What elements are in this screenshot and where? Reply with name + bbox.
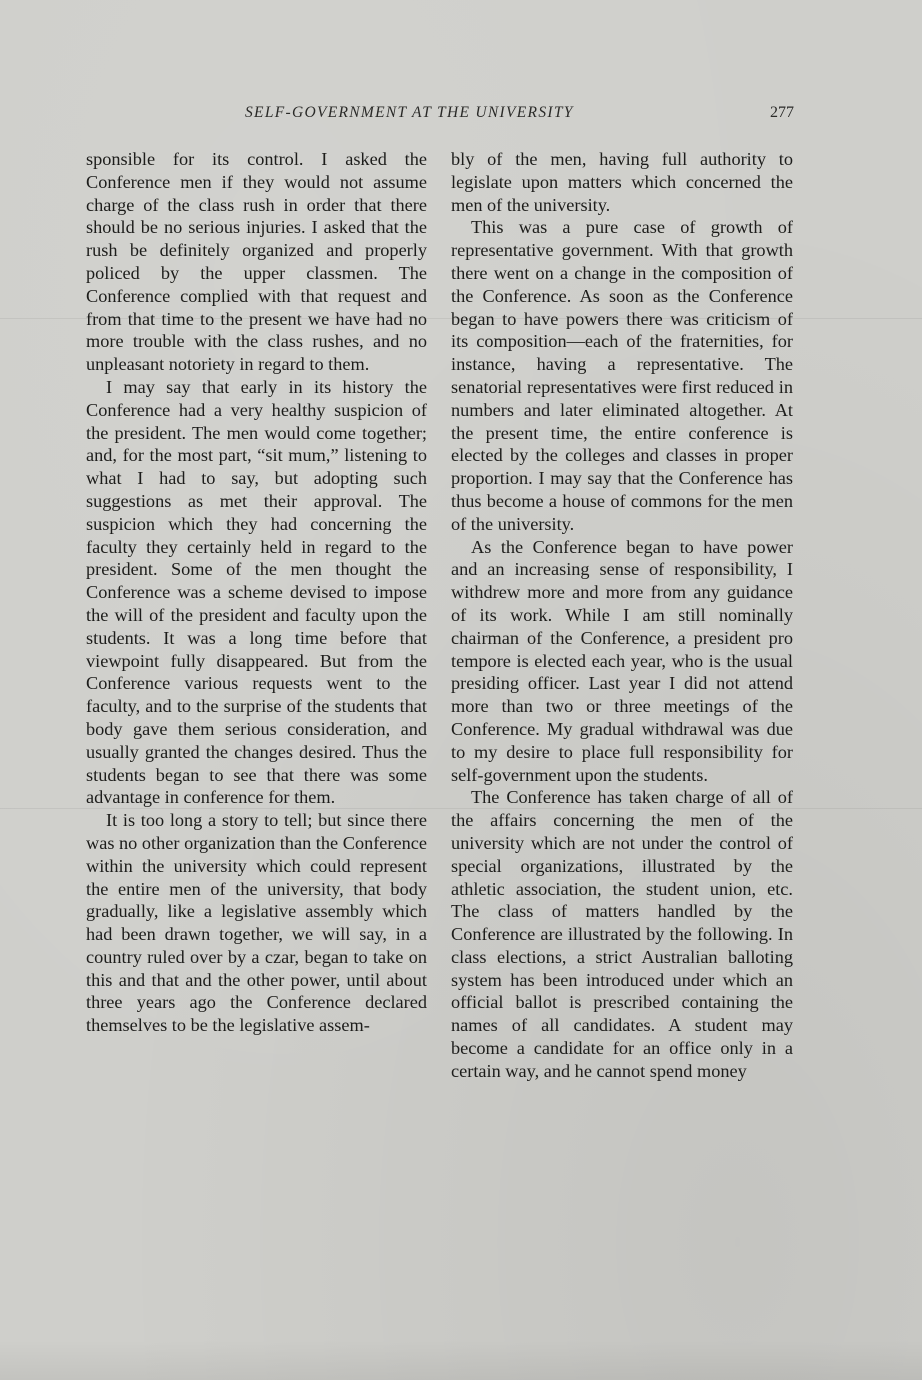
page-bottom-shadow [0, 1340, 922, 1380]
left-column [86, 148, 427, 1037]
paragraph: bly of the men, having full authority to legislate upon matters which concerned the men of the university. [451, 149, 793, 215]
paragraph: This was a pure case of growth of representative government. With that growth there went on a change in the composition of the Conference. As soon as the Conference began to have powers there was criticism of its composition—each of the fraternities, for instance, having a representative. The senatorial representatives were first reduced in numbers and later eliminated altogether. At the present time, the entire conference is elected by the colleges and classes in proper proportion. I may say that the Conference has thus become a house of commons for the men of the university. [451, 217, 793, 534]
paragraph: sponsible for its control. I asked the Conference men if they would not assume charge of the class rush in order that there should be no serious injuries. I asked that the rush be definitely organized and properly policed by the upper classmen. The Conference complied with that request and from that time to the present we have had no more trouble with the class rushes, and no unpleasant notoriety in regard to them. [86, 149, 427, 375]
paragraph: The Conference has taken charge of all of the affairs concerning the men of the university which are not under the control of special organizations, illustrated by the athletic association, the student union, etc. The class of matters handled by the Conference are illustrated by the following. In class elections, a strict Australian balloting system has been introduced under which an official ballot is prescribed containing the names of all candidates. A student may become a candidate for an office only in a certain way, and he cannot spend money [451, 787, 793, 1081]
running-head: SELF-GOVERNMENT AT THE UNIVERSITY [245, 104, 574, 121]
paragraph: I may say that early in its history the Conference had a very healthy suspicion of the president. The men would come together; and, for the most part, “sit mum,” listening to what I had to say, but adopting such suggestions as met their approval. The suspicion which they had concerning the faculty they certainly held in regard to the president. Some of the men thought the Conference was a scheme devised to impose the will of the president and faculty upon the students. It was a long time before that viewpoint fully disappeared. But from the Conference various requests went to the faculty, and to the surprise of the students that body gave them serious consideration, and usually granted the changes desired. Thus the students began to see that there was some advantage in conference for them. [86, 376, 427, 808]
paragraph: It is too long a story to tell; but since there was no other organization than the Conference within the university which could represent the entire men of the university, that body gradually, like a legislative assembly which had been drawn together, we will say, in a country ruled over by a czar, began to take on this and that and the other power, until about three years ago the Conference declared themselves to be the legislative assem- [86, 810, 427, 1036]
right-column [451, 148, 793, 1083]
paragraph: As the Conference began to have power and an increasing sense of responsibility, I withdrew more and more from any guidance of its work. While I am still nominally chairman of the Conference, a president pro tempore is elected each year, who is the usual presiding officer. Last year I did not attend more than two or three meetings of the Conference. My gradual withdrawal was due to my desire to place full responsibility for self-government upon the students. [451, 536, 793, 785]
page-number: 277 [770, 104, 794, 121]
